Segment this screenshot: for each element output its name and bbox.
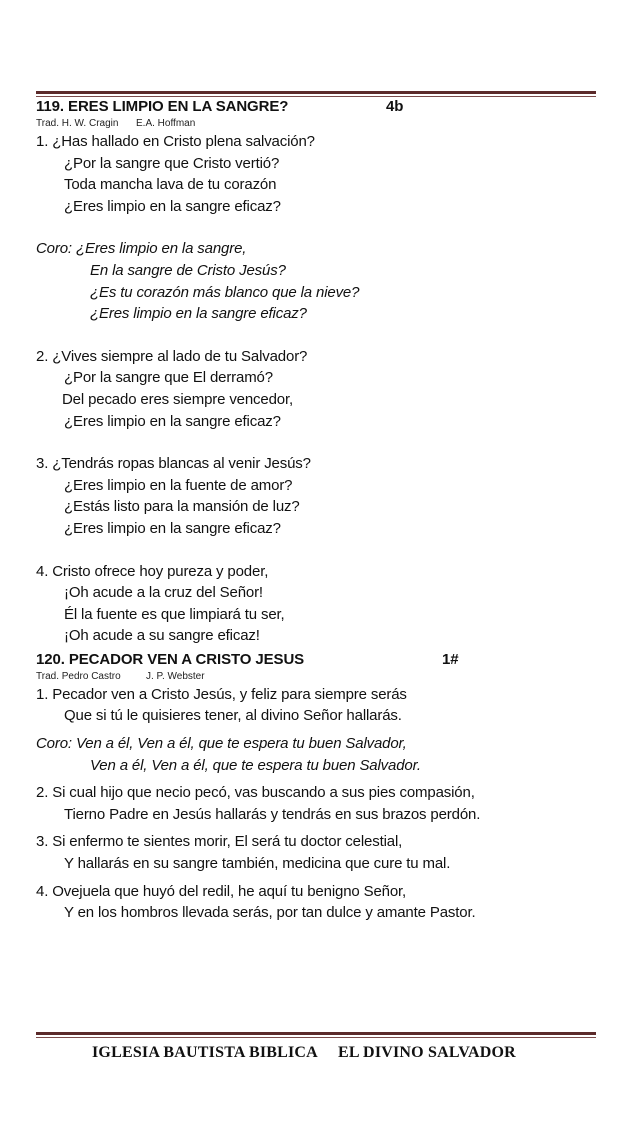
verse-line: ¿Eres limpio en la sangre eficaz? <box>64 197 281 215</box>
hymn-119-key: 4b <box>386 98 404 115</box>
verse-line: ¡Oh acude a la cruz del Señor! <box>64 584 263 602</box>
verse-line: 3. Si enfermo te sientes morir, El será tu doctor celestial, <box>36 833 403 851</box>
hymn-119-title: 119. ERES LIMPIO EN LA SANGRE? <box>36 98 289 115</box>
verse-line: Y en los hombros llevada serás, por tan dulce y amante Pastor. <box>64 904 476 922</box>
hymn-119-composer: E.A. Hoffman <box>136 118 196 129</box>
verse-line: ¿Eres limpio en la sangre eficaz? <box>64 412 281 430</box>
verse-line: 4. Ovejuela que huyó del redil, he aquí tu benigno Señor, <box>36 882 407 900</box>
verse-line: 4. Cristo ofrece hoy pureza y poder, <box>36 562 269 580</box>
verse-line: ¿Por la sangre que El derramó? <box>64 369 273 387</box>
verse-line: 3. ¿Tendrás ropas blancas al venir Jesús? <box>36 455 311 473</box>
verse-line: 1. Pecador ven a Cristo Jesús, y feliz para siempre serás <box>36 685 407 703</box>
hymn-120-composer: J. P. Webster <box>146 670 205 682</box>
footer-church: IGLESIA BAUTISTA BIBLICA <box>92 1044 318 1061</box>
chorus-line: Coro: ¿Eres limpio en la sangre, <box>36 240 247 258</box>
chorus-line: ¿Eres limpio en la sangre eficaz? <box>90 305 307 323</box>
verse-line: 2. ¿Vives siempre al lado de tu Salvador? <box>36 347 308 365</box>
verse-line: ¿Eres limpio en la sangre eficaz? <box>64 519 281 537</box>
chorus-line: Ven a él, Ven a él, que te espera tu buen Salvador. <box>90 756 421 774</box>
verse-line: ¿Eres limpio en la fuente de amor? <box>64 476 293 494</box>
verse-line: 1. ¿Has hallado en Cristo plena salvación? <box>36 133 315 150</box>
page-footer <box>92 1044 638 1062</box>
verse-line: Que si tú le quisieres tener, al divino Señor hallarás. <box>64 707 402 725</box>
hymn-120-key: 1# <box>442 650 459 668</box>
verse-line: Del pecado eres siempre vencedor, <box>62 390 294 408</box>
verse-line: Él la fuente es que limpiará tu ser, <box>64 605 285 623</box>
verse-line: 2. Si cual hijo que necio pecó, vas buscando a sus pies compasión, <box>36 784 475 802</box>
hymn-119-credits <box>36 117 596 131</box>
hymn-120-title: 120. PECADOR VEN A CRISTO JESUS <box>36 650 305 668</box>
hymn-120-credits <box>36 670 596 684</box>
verse-line: ¿Estás listo para la mansión de luz? <box>64 498 300 516</box>
verse-line: ¡Oh acude a su sangre eficaz! <box>64 627 260 645</box>
bottom-rule <box>36 1032 596 1038</box>
hymn-119-translator: Trad. H. W. Cragin <box>36 118 119 129</box>
chorus-line: En la sangre de Cristo Jesús? <box>90 261 286 279</box>
verse-line: Y hallarás en su sangre también, medicina que cure tu mal. <box>64 855 451 873</box>
hymn-120-title-row <box>36 650 596 670</box>
hymn-120-translator: Trad. Pedro Castro <box>36 670 121 682</box>
footer-name: EL DIVINO SALVADOR <box>338 1044 516 1061</box>
verse-line: ¿Por la sangre que Cristo vertió? <box>64 154 280 172</box>
hymn-119-title-row <box>36 97 596 117</box>
verse-line: Tierno Padre en Jesús hallarás y tendrás en sus brazos perdón. <box>64 805 481 823</box>
verse-line: Toda mancha lava de tu corazón <box>64 176 277 194</box>
chorus-line: Coro: Ven a él, Ven a él, que te espera tu buen Salvador, <box>36 735 407 753</box>
hymn-page <box>36 97 596 924</box>
chorus-line: ¿Es tu corazón más blanco que la nieve? <box>90 283 360 301</box>
